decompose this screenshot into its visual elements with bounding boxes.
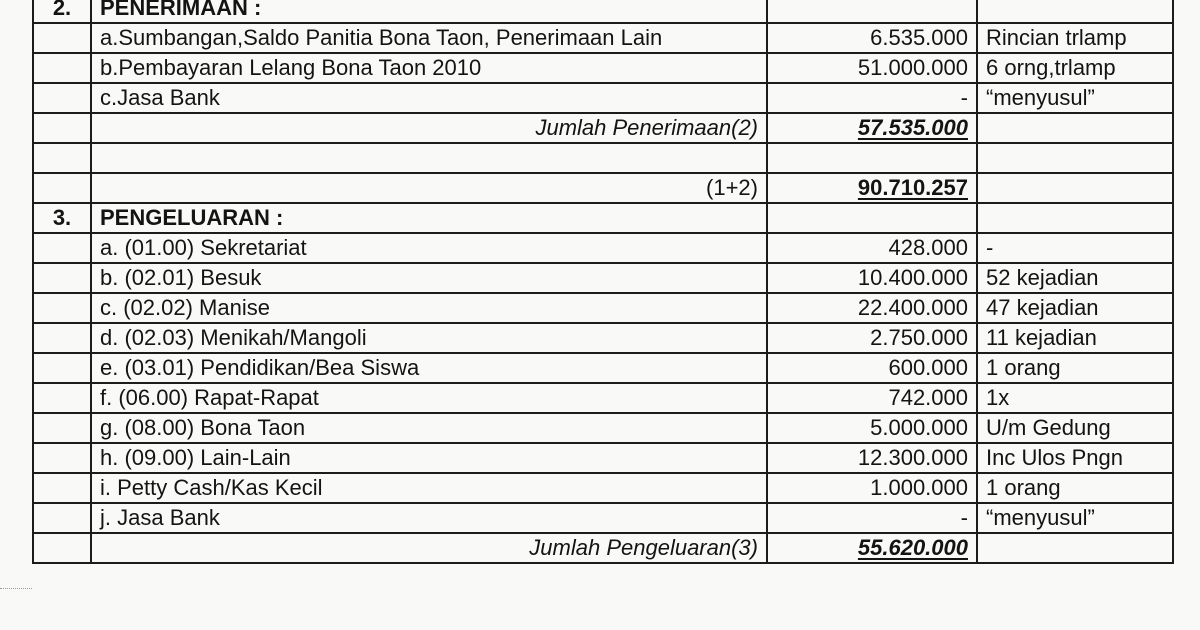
table-row	[33, 473, 1173, 503]
empty-cell	[91, 143, 767, 173]
row-note: 47 kejadian	[977, 293, 1173, 323]
row-amount: 10.400.000	[767, 263, 977, 293]
table-row	[33, 263, 1173, 293]
subtotal-label: Jumlah Penerimaan(2)	[91, 113, 767, 143]
subtotal-value-cell	[767, 113, 977, 143]
row-description: e. (03.01) Pendidikan/Bea Siswa	[91, 353, 767, 383]
row-amount: 12.300.000	[767, 443, 977, 473]
empty-cell	[33, 233, 91, 263]
row-note: “menyusul”	[977, 83, 1173, 113]
empty-cell	[33, 533, 91, 563]
combined-label: (1+2)	[91, 173, 767, 203]
row-amount: 5.000.000	[767, 413, 977, 443]
row-note: 11 kejadian	[977, 323, 1173, 353]
row-amount: 22.400.000	[767, 293, 977, 323]
row-description: a.Sumbangan,Saldo Panitia Bona Taon, Penerimaan Lain	[91, 23, 767, 53]
row-description: b.Pembayaran Lelang Bona Taon 2010	[91, 53, 767, 83]
subtotal-label: Jumlah Pengeluaran(3)	[91, 533, 767, 563]
spacer-row	[33, 143, 1173, 173]
empty-cell	[33, 83, 91, 113]
row-description: c. (02.02) Manise	[91, 293, 767, 323]
empty-cell	[33, 173, 91, 203]
empty-cell	[33, 143, 91, 173]
section-title: PENGELUARAN :	[91, 203, 767, 233]
row-note: 1 orang	[977, 353, 1173, 383]
empty-cell	[33, 353, 91, 383]
combined-total-row	[33, 173, 1173, 203]
row-note: 1x	[977, 383, 1173, 413]
table-row	[33, 233, 1173, 263]
row-description: j. Jasa Bank	[91, 503, 767, 533]
table-row	[33, 503, 1173, 533]
table-row	[33, 23, 1173, 53]
subtotal-value-cell	[767, 533, 977, 563]
empty-cell	[33, 53, 91, 83]
row-description: a. (01.00) Sekretariat	[91, 233, 767, 263]
row-amount: 6.535.000	[767, 23, 977, 53]
empty-cell	[767, 143, 977, 173]
financial-ledger-table	[32, 0, 1174, 564]
empty-cell	[33, 443, 91, 473]
empty-cell	[977, 143, 1173, 173]
row-amount: 1.000.000	[767, 473, 977, 503]
section-number: 2.	[33, 0, 91, 23]
row-note: -	[977, 233, 1173, 263]
row-amount: 600.000	[767, 353, 977, 383]
empty-cell	[33, 23, 91, 53]
row-note: “menyusul”	[977, 503, 1173, 533]
section-heading-row	[33, 203, 1173, 233]
row-description: h. (09.00) Lain-Lain	[91, 443, 767, 473]
row-note: Inc Ulos Pngn	[977, 443, 1173, 473]
subtotal-value: 57.535.000	[857, 115, 968, 140]
row-amount: 2.750.000	[767, 323, 977, 353]
table-row	[33, 293, 1173, 323]
table-row	[33, 413, 1173, 443]
row-note: 6 orng,trlamp	[977, 53, 1173, 83]
row-description: i. Petty Cash/Kas Kecil	[91, 473, 767, 503]
row-amount: -	[767, 83, 977, 113]
row-description: c.Jasa Bank	[91, 83, 767, 113]
empty-cell	[33, 323, 91, 353]
combined-value: 90.710.257	[857, 175, 968, 200]
margin-dotted-line	[0, 588, 32, 589]
combined-value-cell	[767, 173, 977, 203]
empty-cell	[977, 533, 1173, 563]
subtotal-row	[33, 533, 1173, 563]
section-title: PENERIMAAN :	[91, 0, 767, 23]
table-row	[33, 323, 1173, 353]
row-description: b. (02.01) Besuk	[91, 263, 767, 293]
empty-cell	[33, 383, 91, 413]
empty-cell	[977, 113, 1173, 143]
row-description: d. (02.03) Menikah/Mangoli	[91, 323, 767, 353]
row-note: 1 orang	[977, 473, 1173, 503]
section-number: 3.	[33, 203, 91, 233]
empty-cell	[33, 113, 91, 143]
row-amount: 742.000	[767, 383, 977, 413]
empty-cell	[33, 293, 91, 323]
row-note: 52 kejadian	[977, 263, 1173, 293]
section-heading-row	[33, 0, 1173, 23]
row-amount: -	[767, 503, 977, 533]
table-row	[33, 53, 1173, 83]
row-description: f. (06.00) Rapat-Rapat	[91, 383, 767, 413]
row-note: Rincian trlamp	[977, 23, 1173, 53]
empty-cell	[33, 503, 91, 533]
empty-cell	[33, 263, 91, 293]
table-row	[33, 83, 1173, 113]
row-amount: 428.000	[767, 233, 977, 263]
empty-cell	[33, 473, 91, 503]
row-description: g. (08.00) Bona Taon	[91, 413, 767, 443]
empty-cell	[977, 0, 1173, 23]
empty-cell	[977, 203, 1173, 233]
empty-cell	[33, 413, 91, 443]
row-amount: 51.000.000	[767, 53, 977, 83]
table-row	[33, 383, 1173, 413]
subtotal-row	[33, 113, 1173, 143]
empty-cell	[977, 173, 1173, 203]
table-row	[33, 353, 1173, 383]
row-note: U/m Gedung	[977, 413, 1173, 443]
empty-cell	[767, 203, 977, 233]
subtotal-value: 55.620.000	[857, 535, 968, 560]
table-row	[33, 443, 1173, 473]
empty-cell	[767, 0, 977, 23]
